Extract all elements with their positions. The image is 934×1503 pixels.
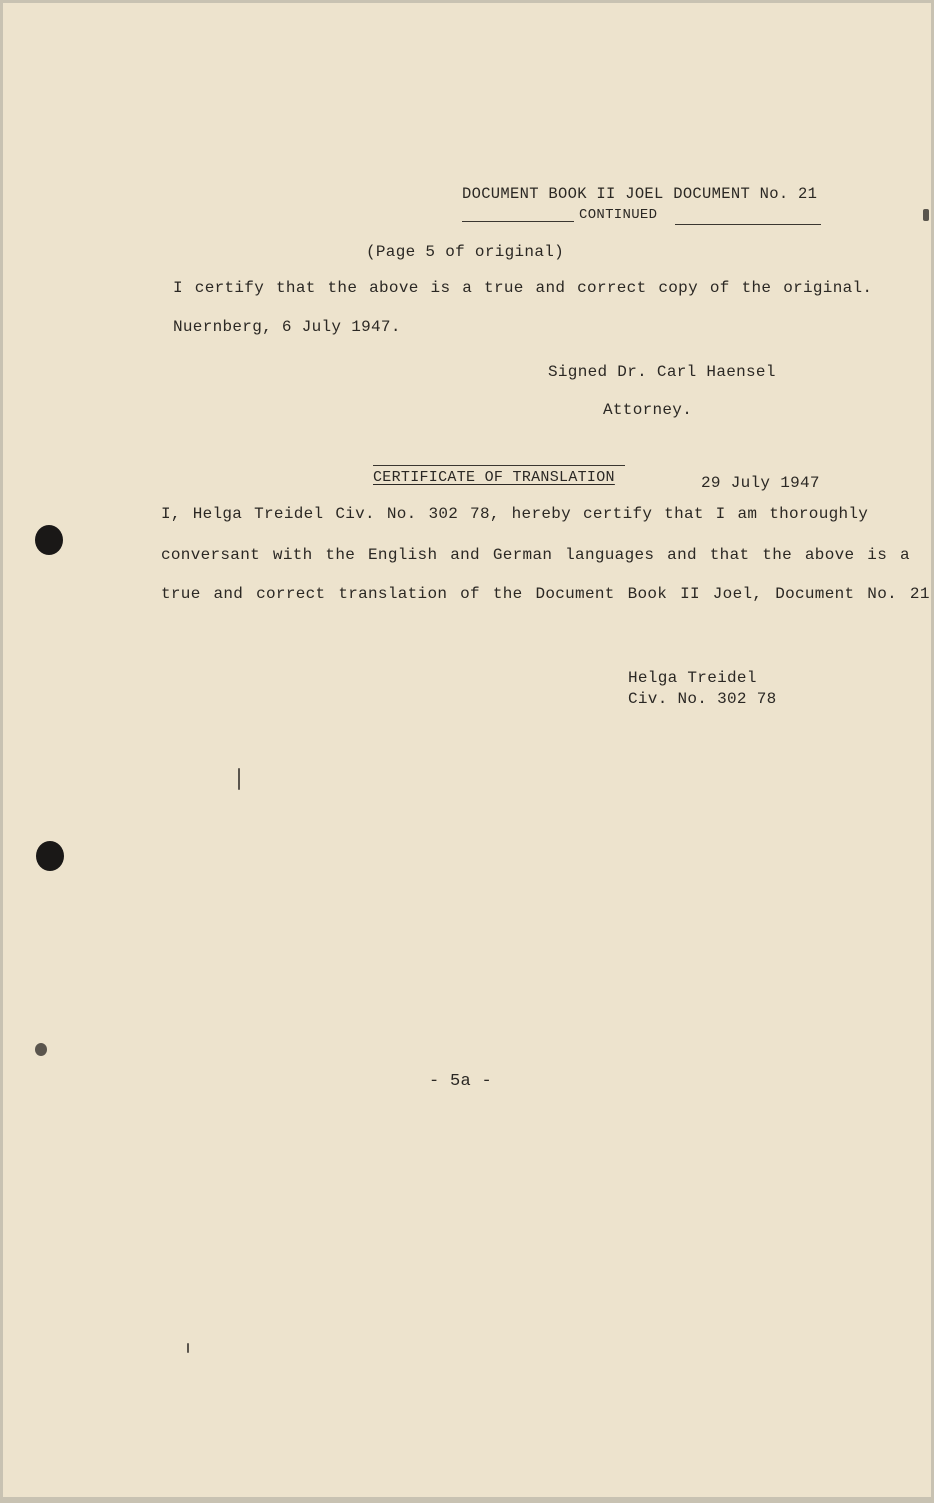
header-rule-right (675, 224, 821, 225)
translation-body-line-2: conversant with the English and German languages and that the above is a (161, 546, 910, 564)
document-header: DOCUMENT BOOK II JOEL DOCUMENT No. 21 (462, 185, 818, 203)
translation-body-line-3: true and correct translation of the Document Book II Joel, Document No. 21 (161, 585, 930, 603)
translation-heading-rule (373, 465, 625, 466)
translator-name: Helga Treidel (628, 669, 757, 687)
translation-heading: CERTIFICATE OF TRANSLATION (373, 469, 615, 486)
page-number: - 5a - (429, 1072, 493, 1091)
translator-civ-no: Civ. No. 302 78 (628, 690, 777, 708)
page-reference: (Page 5 of original) (366, 243, 565, 261)
certify-title: Attorney. (603, 401, 693, 419)
translation-body-line-1: I, Helga Treidel Civ. No. 302 78, hereby certify that I am thoroughly (161, 505, 869, 523)
tick-mark (238, 768, 240, 790)
stain-mark (35, 1043, 47, 1056)
small-mark (187, 1343, 189, 1353)
certify-place-date: Nuernberg, 6 July 1947. (173, 318, 401, 336)
header-rule-left (462, 221, 574, 222)
punch-hole-top (35, 525, 63, 555)
certify-copy-text: I certify that the above is a true and correct copy of the original. (173, 279, 873, 297)
punch-hole-bottom (36, 841, 64, 871)
document-page (3, 3, 931, 1497)
translation-date: 29 July 1947 (701, 474, 820, 492)
edge-mark (923, 209, 929, 221)
certify-signature: Signed Dr. Carl Haensel (548, 363, 776, 381)
header-continued: CONTINUED (579, 207, 658, 223)
